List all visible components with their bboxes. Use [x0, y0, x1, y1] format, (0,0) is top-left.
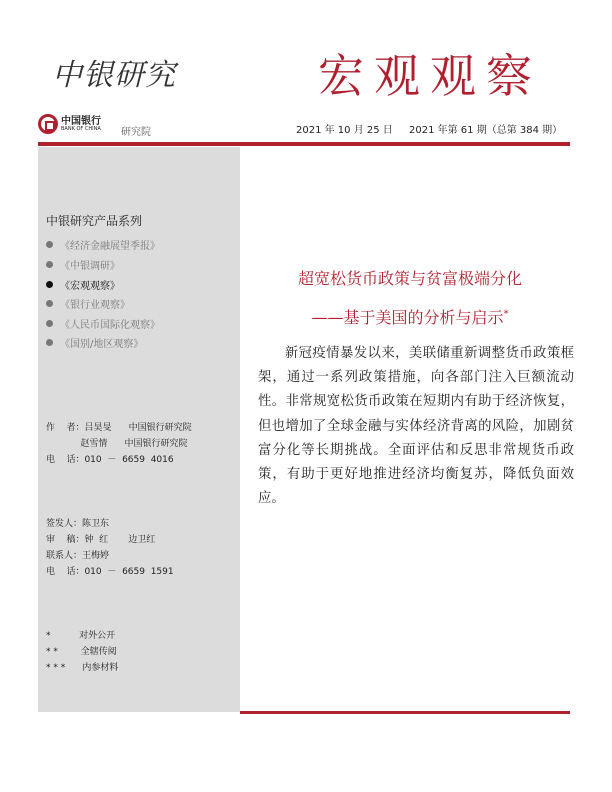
abstract: 新冠疫情暴发以来，美联储重新调整货币政策框架，通过一系列政策措施，向各部门注入巨额流动性。非常规宽松货币政策在短期内有助于经济恢复，但也增加了全球金融与实体经济背离的风险，加剧贫富分化等长期挑战。全面评估和反思非常规货币政策，有助于更好地推进经济均衡复苏，降低负面效应。 — [258, 346, 574, 507]
series-item — [46, 237, 160, 252]
subtitle-text: ——基于美国的分析与启示 — [311, 308, 504, 327]
bullet-icon — [46, 241, 53, 248]
contact-phone: 电 话：010 － 6659 1591 — [46, 567, 174, 577]
series-title: 中银研究产品系列 — [46, 214, 143, 228]
research-logo: 中银研究 — [52, 58, 176, 93]
series-label: 《经济金融展望季报》 — [60, 241, 160, 252]
bullet-icon — [46, 300, 53, 307]
issue-number: 2021 年第 61 期（总第 384 期） — [409, 125, 563, 136]
article-subtitle — [240, 305, 580, 328]
series-item — [46, 257, 120, 272]
series-label: 《银行业观察》 — [60, 300, 130, 311]
author-line: 作 者：吕昊旻 中国银行研究院 — [46, 423, 192, 433]
footer-divider — [240, 711, 570, 714]
reviewers: 审 稿：钟 红 边卫红 — [46, 535, 156, 545]
footnote-mark: * — [503, 308, 509, 320]
classification: * * * 内参材料 — [46, 663, 119, 673]
bullet-icon — [46, 320, 53, 327]
series-label: 《中银调研》 — [60, 261, 120, 272]
publish-date: 2021 年 10 月 25 日 — [296, 125, 393, 136]
header-divider — [38, 142, 570, 146]
series-label: 《人民币国际化观察》 — [60, 320, 160, 331]
article-title: 超宽松货币政策与贫富极端分化 — [297, 269, 522, 288]
series-item — [46, 296, 130, 311]
bank-logo — [38, 114, 101, 134]
bank-name-cn: 中国银行 — [61, 115, 101, 127]
bullet-icon — [46, 281, 53, 288]
bullet-icon — [46, 261, 53, 268]
series-item-active — [46, 277, 120, 292]
series-item — [46, 335, 143, 350]
bullet-icon — [46, 339, 53, 346]
classification: * * 全辖传阅 — [46, 647, 117, 657]
series-item — [46, 316, 160, 331]
institute-label: 研究院 — [121, 127, 151, 138]
issuer: 签发人：陈卫东 — [46, 519, 110, 529]
author-line: 赵雪情 中国银行研究院 — [46, 439, 188, 449]
boc-emblem-icon — [38, 114, 58, 134]
contact: 联系人：王梅婷 — [46, 551, 110, 561]
bank-name-en: BANK OF CHINA — [61, 125, 101, 132]
classification: * 对外公开 — [46, 631, 116, 641]
series-label: 《国别/地区观察》 — [60, 339, 144, 350]
series-label: 《宏观观察》 — [60, 281, 120, 292]
author-phone: 电 话：010 － 6659 4016 — [46, 455, 174, 465]
publication-title: 宏观观察 — [318, 49, 542, 103]
